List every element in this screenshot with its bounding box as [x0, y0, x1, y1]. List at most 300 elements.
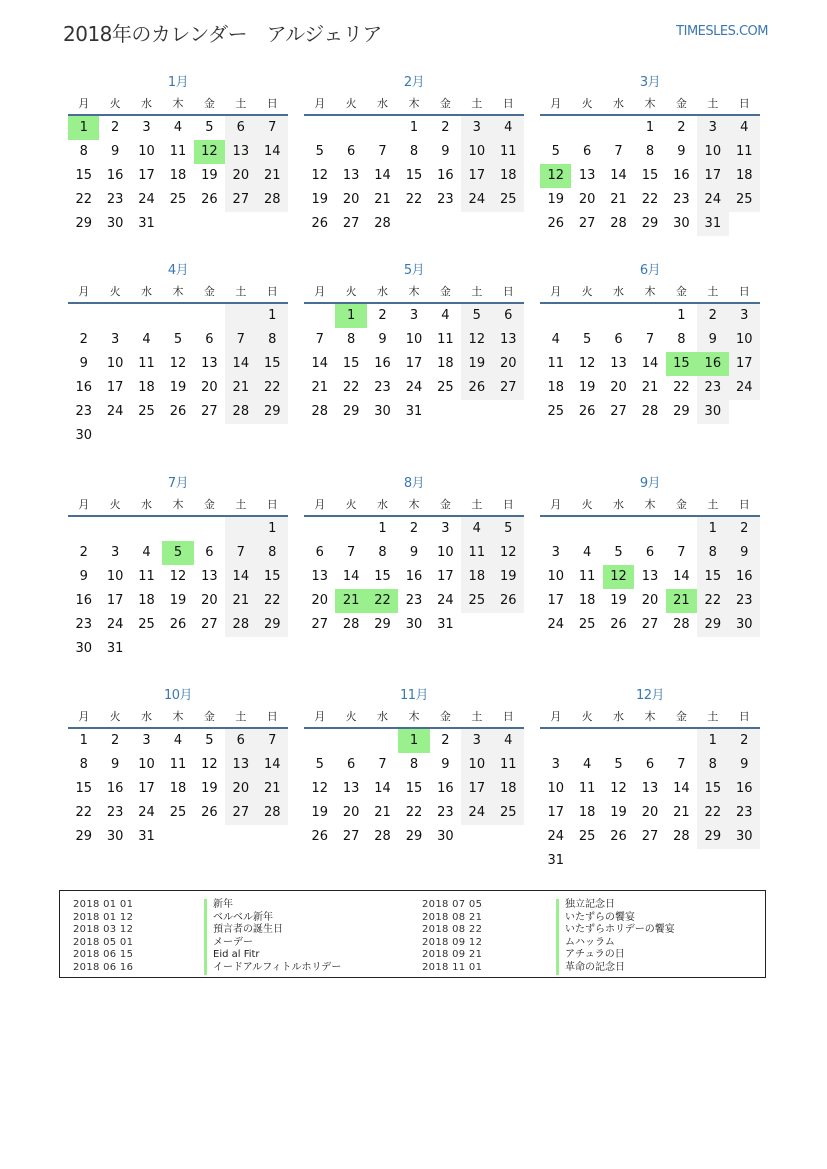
empty-cell — [493, 825, 524, 849]
day-cell: 11 — [493, 753, 524, 777]
day-cell: 31 — [405, 404, 423, 419]
day-cell: 11 — [437, 332, 454, 347]
weekday-label: 月 — [78, 97, 90, 110]
day-cell: 6 — [315, 545, 324, 560]
weekday-label: 日 — [266, 710, 278, 723]
brand-link[interactable]: TIMESLES.COM — [676, 24, 768, 39]
day-cell: 3 — [110, 332, 120, 347]
day-cell: 12 — [610, 781, 627, 796]
day-cell: 4 — [173, 120, 183, 135]
day-cell: 8 — [645, 144, 655, 159]
empty-cell — [335, 517, 366, 541]
week-row — [304, 352, 524, 376]
empty-cell — [194, 424, 225, 448]
day-cell: 27 — [311, 617, 328, 632]
day-cell: 11 — [169, 144, 187, 159]
day-cell: 4 — [142, 545, 151, 560]
day-cell: 2 — [729, 517, 760, 541]
day-cell: 20 — [342, 192, 360, 207]
day-cell: 27 — [342, 829, 360, 844]
week-row — [540, 849, 760, 873]
empty-cell — [398, 212, 429, 236]
day-cell: 23 — [437, 805, 454, 820]
week-row — [540, 541, 760, 565]
week-row — [68, 565, 288, 589]
day-cell: 9 — [441, 144, 450, 159]
weekday-label: 金 — [675, 285, 687, 298]
day-cell: 24 — [106, 404, 124, 419]
empty-cell — [68, 304, 99, 328]
day-cell: 6 — [205, 545, 214, 560]
day-cell: 16 — [437, 781, 454, 796]
week-row — [304, 541, 524, 565]
weekday-label: 土 — [707, 285, 719, 298]
day-cell: 24 — [697, 188, 728, 212]
weekday-label: 水 — [613, 710, 625, 723]
weekday-label: 木 — [644, 710, 656, 723]
empty-cell — [540, 729, 571, 753]
day-cell: 4 — [729, 116, 760, 140]
day-cell: 23 — [106, 192, 124, 207]
weekday-label: 金 — [439, 498, 451, 511]
day-cell: 21 — [335, 589, 366, 613]
day-cell: 11 — [493, 140, 524, 164]
page-title: 2018年のカレンダー アルジェリア — [63, 22, 382, 46]
week-row — [68, 729, 288, 753]
day-cell: 11 — [169, 757, 187, 772]
weekday-label: 金 — [439, 97, 451, 110]
weekday-header — [540, 494, 760, 517]
month-name: 4月 — [167, 263, 189, 278]
day-cell: 14 — [257, 753, 288, 777]
day-cell: 7 — [378, 757, 387, 772]
day-cell: 10 — [461, 140, 492, 164]
day-cell: 9 — [79, 356, 88, 371]
weekday-label: 月 — [78, 285, 90, 298]
day-cell: 16 — [729, 565, 760, 589]
week-row — [540, 400, 760, 424]
day-cell: 2 — [110, 733, 120, 748]
empty-cell — [461, 212, 492, 236]
day-cell: 10 — [547, 569, 564, 584]
empty-cell — [194, 212, 225, 236]
weekday-header — [540, 281, 760, 304]
day-cell: 13 — [342, 168, 360, 183]
day-cell: 22 — [405, 192, 423, 207]
empty-cell — [162, 517, 193, 541]
day-cell: 10 — [138, 757, 155, 772]
day-cell: 16 — [75, 380, 92, 395]
day-cell: 16 — [106, 168, 124, 183]
day-cell: 21 — [311, 380, 328, 395]
day-cell: 19 — [169, 593, 187, 608]
weekday-header — [68, 706, 288, 729]
weekday-label: 日 — [502, 285, 514, 298]
day-cell: 15 — [641, 168, 659, 183]
empty-cell — [162, 424, 193, 448]
weekday-label: 土 — [707, 498, 719, 511]
empty-cell — [257, 424, 288, 448]
day-cell: 17 — [547, 593, 564, 608]
empty-cell — [367, 729, 398, 753]
holiday-date: 2018 08 22 — [422, 924, 483, 936]
day-cell: 1 — [398, 729, 429, 753]
month-9 — [540, 474, 760, 637]
weekday-label: 水 — [377, 710, 389, 723]
day-cell: 1 — [378, 521, 387, 536]
week-row — [68, 637, 288, 661]
day-cell: 6 — [645, 757, 655, 772]
day-cell: 5 — [614, 757, 623, 772]
empty-cell — [131, 304, 162, 328]
weekday-label: 木 — [172, 285, 184, 298]
week-row — [68, 801, 288, 825]
day-cell: 30 — [75, 428, 92, 443]
holiday-name: Eid al Fitr — [204, 949, 260, 962]
day-cell: 15 — [405, 168, 423, 183]
week-row — [68, 304, 288, 328]
day-cell: 24 — [461, 801, 492, 825]
empty-cell — [603, 304, 634, 328]
week-row — [304, 376, 524, 400]
weekday-label: 日 — [738, 285, 750, 298]
weekday-label: 木 — [172, 97, 184, 110]
day-cell: 5 — [551, 144, 560, 159]
empty-cell — [634, 729, 665, 753]
day-cell: 20 — [342, 805, 360, 820]
empty-cell — [540, 116, 571, 140]
day-cell: 5 — [162, 541, 193, 565]
day-cell: 20 — [578, 192, 596, 207]
day-cell: 25 — [729, 188, 760, 212]
weekday-label: 月 — [314, 710, 326, 723]
holiday-date: 2018 11 01 — [422, 962, 483, 973]
day-cell: 6 — [614, 332, 623, 347]
week-row — [540, 116, 760, 140]
day-cell: 28 — [673, 617, 690, 632]
day-cell: 19 — [578, 380, 596, 395]
day-cell: 3 — [110, 545, 120, 560]
day-cell: 31 — [106, 641, 124, 656]
day-cell: 10 — [138, 144, 155, 159]
day-cell: 22 — [697, 801, 728, 825]
week-row — [540, 801, 760, 825]
weekday-label: 火 — [109, 710, 121, 723]
weekday-label: 火 — [345, 710, 357, 723]
day-cell: 31 — [138, 216, 155, 231]
weekday-label: 火 — [581, 710, 593, 723]
weekday-label: 金 — [675, 498, 687, 511]
empty-cell — [697, 849, 728, 873]
day-cell: 19 — [169, 380, 187, 395]
empty-cell — [634, 849, 665, 873]
day-cell: 6 — [346, 757, 356, 772]
day-cell: 3 — [142, 120, 151, 135]
week-row — [304, 164, 524, 188]
week-row — [304, 188, 524, 212]
empty-cell — [162, 637, 193, 661]
week-row — [540, 777, 760, 801]
empty-cell — [430, 212, 461, 236]
empty-cell — [540, 304, 571, 328]
holiday-date: 2018 08 21 — [422, 911, 483, 923]
day-cell: 25 — [138, 404, 155, 419]
weekday-label: 金 — [439, 710, 451, 723]
weekday-label: 水 — [141, 285, 153, 298]
week-row — [304, 328, 524, 352]
day-cell: 29 — [342, 404, 360, 419]
empty-cell — [571, 304, 602, 328]
week-row — [304, 589, 524, 613]
day-cell: 7 — [225, 328, 256, 352]
empty-cell — [99, 517, 130, 541]
empty-cell — [540, 517, 571, 541]
holiday-date: 2018 09 12 — [422, 936, 483, 948]
day-cell: 7 — [645, 332, 655, 347]
day-cell: 27 — [641, 829, 659, 844]
day-cell: 21 — [666, 589, 697, 613]
day-cell: 20 — [311, 593, 328, 608]
day-cell: 18 — [169, 168, 187, 183]
day-cell: 17 — [547, 805, 564, 820]
day-cell: 26 — [201, 192, 218, 207]
day-cell: 27 — [578, 216, 596, 231]
weekday-label: 金 — [203, 97, 215, 110]
day-cell: 5 — [205, 120, 214, 135]
weekday-label: 金 — [675, 710, 687, 723]
day-cell: 30 — [106, 216, 124, 231]
day-cell: 15 — [342, 356, 360, 371]
day-cell: 9 — [729, 541, 760, 565]
day-cell: 14 — [311, 356, 328, 371]
empty-cell — [729, 849, 760, 873]
day-cell: 29 — [257, 613, 288, 637]
day-cell: 13 — [225, 753, 256, 777]
day-cell: 21 — [374, 192, 391, 207]
weekday-label: 土 — [471, 710, 483, 723]
empty-cell — [99, 304, 130, 328]
empty-cell — [461, 400, 492, 424]
empty-cell — [571, 729, 602, 753]
day-cell: 2 — [441, 733, 450, 748]
day-cell: 19 — [311, 805, 328, 820]
empty-cell — [666, 849, 697, 873]
month-3 — [540, 73, 760, 236]
week-row — [304, 729, 524, 753]
day-cell: 15 — [405, 781, 423, 796]
week-row — [68, 164, 288, 188]
week-row — [540, 589, 760, 613]
day-cell: 28 — [311, 404, 328, 419]
empty-cell — [225, 304, 256, 328]
weekday-label: 日 — [738, 498, 750, 511]
weekday-label: 水 — [377, 498, 389, 511]
weekday-label: 火 — [109, 498, 121, 511]
day-cell: 28 — [374, 829, 391, 844]
day-cell: 15 — [666, 352, 697, 376]
week-row — [540, 352, 760, 376]
day-cell: 27 — [201, 617, 218, 632]
day-cell: 23 — [405, 593, 423, 608]
week-row — [540, 753, 760, 777]
day-cell: 30 — [729, 613, 760, 637]
day-cell: 20 — [225, 164, 256, 188]
day-cell: 13 — [578, 168, 596, 183]
day-cell: 25 — [169, 192, 187, 207]
day-cell: 27 — [342, 216, 360, 231]
day-cell: 17 — [138, 168, 155, 183]
empty-cell — [194, 304, 225, 328]
month-name: 9月 — [639, 476, 661, 491]
empty-cell — [257, 637, 288, 661]
day-cell: 27 — [641, 617, 659, 632]
empty-cell — [225, 825, 256, 849]
day-cell: 31 — [547, 853, 564, 868]
day-cell: 26 — [610, 829, 627, 844]
empty-cell — [335, 116, 366, 140]
empty-cell — [162, 212, 193, 236]
day-cell: 10 — [405, 332, 423, 347]
holiday-name: ムハッラム — [556, 937, 615, 950]
weekday-label: 火 — [345, 498, 357, 511]
empty-cell — [603, 517, 634, 541]
empty-cell — [493, 212, 524, 236]
day-cell: 14 — [342, 569, 360, 584]
day-cell: 23 — [75, 404, 92, 419]
weekday-header — [68, 93, 288, 116]
day-cell: 15 — [257, 352, 288, 376]
day-cell: 6 — [493, 304, 524, 328]
month-11 — [304, 686, 524, 849]
day-cell: 8 — [79, 144, 88, 159]
day-cell: 21 — [257, 164, 288, 188]
day-cell: 28 — [673, 829, 690, 844]
month-4 — [68, 261, 288, 448]
weekday-label: 火 — [581, 498, 593, 511]
day-cell: 12 — [311, 781, 328, 796]
day-cell: 30 — [437, 829, 454, 844]
week-row — [304, 777, 524, 801]
day-cell: 11 — [547, 356, 564, 371]
weekday-label: 木 — [408, 285, 420, 298]
day-cell: 24 — [138, 192, 155, 207]
day-cell: 13 — [201, 569, 218, 584]
day-cell: 8 — [378, 545, 387, 560]
weekday-label: 月 — [314, 97, 326, 110]
day-cell: 29 — [697, 825, 728, 849]
day-cell: 25 — [578, 617, 596, 632]
day-cell: 28 — [257, 801, 288, 825]
day-cell: 18 — [493, 777, 524, 801]
empty-cell — [571, 116, 602, 140]
day-cell: 6 — [582, 144, 592, 159]
day-cell: 3 — [409, 308, 419, 323]
day-cell: 14 — [374, 168, 391, 183]
day-cell: 10 — [106, 356, 124, 371]
day-cell: 13 — [225, 140, 256, 164]
day-cell: 26 — [578, 404, 596, 419]
holiday-date: 2018 01 01 — [73, 899, 134, 910]
day-cell: 1 — [257, 304, 288, 328]
day-cell: 27 — [493, 376, 524, 400]
day-cell: 4 — [551, 332, 560, 347]
week-row — [304, 801, 524, 825]
day-cell: 8 — [697, 541, 728, 565]
day-cell: 22 — [75, 192, 92, 207]
day-cell: 31 — [437, 617, 454, 632]
day-cell: 7 — [614, 144, 623, 159]
day-cell: 17 — [437, 569, 454, 584]
week-row — [68, 188, 288, 212]
day-cell: 18 — [461, 565, 492, 589]
day-cell: 4 — [173, 733, 183, 748]
week-row — [304, 753, 524, 777]
day-cell: 30 — [75, 641, 92, 656]
day-cell: 2 — [409, 521, 419, 536]
weekday-label: 土 — [235, 285, 247, 298]
empty-cell — [493, 400, 524, 424]
empty-cell — [194, 825, 225, 849]
day-cell: 7 — [378, 144, 387, 159]
holiday-name: 預言者の誕生日 — [204, 924, 283, 937]
week-row — [540, 565, 760, 589]
weekday-label: 火 — [581, 97, 593, 110]
day-cell: 7 — [346, 545, 356, 560]
weekday-label: 土 — [707, 710, 719, 723]
day-cell: 6 — [205, 332, 214, 347]
day-cell: 30 — [729, 825, 760, 849]
weekday-label: 水 — [613, 285, 625, 298]
day-cell: 8 — [79, 757, 88, 772]
month-10 — [68, 686, 288, 849]
day-cell: 12 — [194, 140, 225, 164]
day-cell: 19 — [547, 192, 564, 207]
week-row — [304, 825, 524, 849]
day-cell: 24 — [729, 376, 760, 400]
day-cell: 25 — [169, 805, 187, 820]
month-1 — [68, 73, 288, 236]
weekday-label: 日 — [502, 710, 514, 723]
day-cell: 1 — [677, 308, 686, 323]
day-cell: 25 — [578, 829, 596, 844]
day-cell: 2 — [378, 308, 387, 323]
week-row — [540, 304, 760, 328]
month-8 — [304, 474, 524, 637]
day-cell: 13 — [641, 569, 659, 584]
day-cell: 9 — [729, 753, 760, 777]
day-cell: 14 — [225, 565, 256, 589]
week-row — [540, 188, 760, 212]
weekday-label: 火 — [109, 97, 121, 110]
empty-cell — [430, 400, 461, 424]
week-row — [68, 753, 288, 777]
day-cell: 27 — [225, 188, 256, 212]
holiday-date: 2018 07 05 — [422, 899, 483, 910]
day-cell: 10 — [547, 781, 564, 796]
week-row — [540, 140, 760, 164]
empty-cell — [225, 424, 256, 448]
holiday-name: 革命の記念日 — [556, 962, 625, 975]
day-cell: 1 — [335, 304, 366, 328]
empty-cell — [257, 212, 288, 236]
week-row — [68, 589, 288, 613]
weekday-label: 月 — [550, 498, 562, 511]
day-cell: 22 — [697, 589, 728, 613]
day-cell: 26 — [610, 617, 627, 632]
day-cell: 24 — [547, 617, 564, 632]
day-cell: 1 — [257, 517, 288, 541]
day-cell: 27 — [610, 404, 627, 419]
